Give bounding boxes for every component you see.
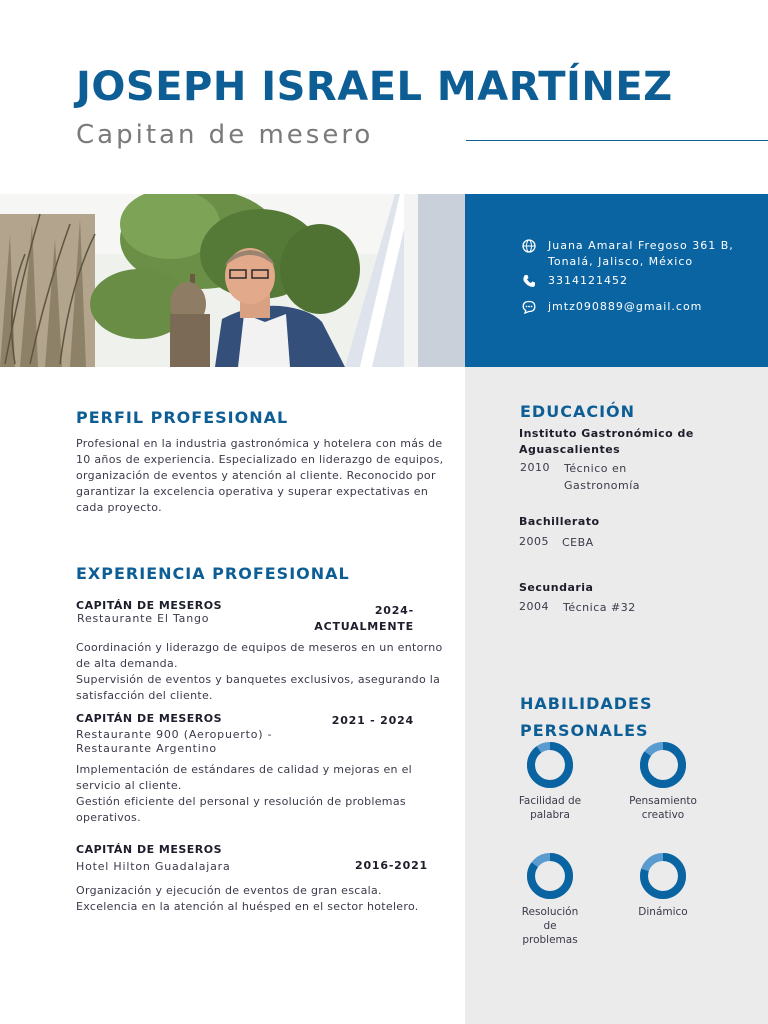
education-title: EDUCACIÓN — [520, 402, 636, 421]
education-degree: CEBA — [562, 536, 594, 549]
education-institution: Bachillerato — [519, 515, 600, 528]
skills-title: HABILIDADES PERSONALES — [520, 694, 653, 740]
profile-title: PERFIL PROFESIONAL — [76, 408, 289, 427]
education-year: 2005 — [519, 535, 549, 548]
job-company: Restaurante El Tango — [77, 612, 210, 625]
job-description-line: Implementación de estándares de calidad y mejoras en el servicio al cliente. — [76, 763, 413, 792]
phone-icon — [522, 274, 536, 288]
skill-ring — [525, 740, 575, 790]
job-date: 2024- ACTUALMENTE — [314, 604, 414, 633]
job-description-line: Coordinación y liderazgo de equipos de meseros en un entorno de alta demanda. — [76, 641, 443, 670]
contact-email-text[interactable]: jmtz090889@gmail.com — [548, 300, 703, 313]
job-description-line: Excelencia en la atención al huésped en el sector hotelero. — [76, 900, 419, 913]
profile-photo — [0, 194, 465, 367]
job-date: 2016-2021 — [355, 859, 428, 872]
job-description — [76, 762, 446, 826]
job-date: 2021 - 2024 — [331, 714, 414, 727]
job-description-line: Organización y ejecución de eventos de gran escala. — [76, 884, 382, 897]
globe-icon — [522, 239, 536, 253]
profile-text: Profesional en la industria gastronómica y hotelera con más de 10 años de experiencia. Especializado en liderazgo de equipos, organización de eventos y atención al cliente. Reconocido por garantizar la excelencia operativa y superar expectativas en cada proyecto. — [76, 437, 444, 514]
job-title: CAPITÁN DE MESEROS — [76, 843, 223, 856]
skill-ring — [638, 851, 688, 901]
job-description-line: Gestión eficiente del personal y resolución de problemas operativos. — [76, 795, 406, 824]
experience-title: EXPERIENCIA PROFESIONAL — [76, 564, 350, 583]
contact-address-text: Juana Amaral Fregoso 361 B, Tonalá, Jalisco, México — [548, 239, 734, 268]
skill-label: Dinámico — [638, 906, 688, 918]
skill-label: Facilidad de palabra — [518, 795, 582, 821]
skill-label: Resolución de problemas — [521, 906, 579, 946]
skill-item — [500, 851, 600, 947]
job-description — [76, 883, 446, 915]
skill-ring — [525, 851, 575, 901]
education-institution: Secundaria — [519, 581, 594, 594]
education-institution: Instituto Gastronómico de Aguascalientes — [519, 427, 694, 456]
candidate-role: Capitan de mesero — [76, 120, 374, 150]
skill-item — [613, 740, 713, 822]
job-title: CAPITÁN DE MESEROS — [76, 712, 223, 725]
skill-label: Pensamiento creativo — [629, 795, 697, 821]
contact-address — [522, 238, 748, 270]
contact-phone — [522, 273, 748, 289]
education-degree: Técnica #32 — [563, 601, 636, 614]
contact-email — [522, 299, 748, 315]
chat-icon — [522, 300, 536, 314]
skill-ring — [638, 740, 688, 790]
contact-phone-text[interactable]: 3314121452 — [548, 274, 628, 287]
job-description-line: Supervisión de eventos y banquetes exclusivos, asegurando la satisfacción del cliente. — [76, 673, 441, 702]
education-year: 2004 — [519, 600, 549, 613]
skill-item — [613, 851, 713, 919]
job-company: Hotel Hilton Guadalajara — [76, 860, 231, 873]
header-divider — [466, 140, 768, 141]
education-degree: Técnico en Gastronomía — [564, 462, 641, 492]
candidate-name: JOSEPH ISRAEL MARTÍNEZ — [76, 64, 673, 110]
education-year: 2010 — [520, 461, 550, 474]
job-description — [76, 640, 446, 704]
skill-item — [500, 740, 600, 822]
job-company: Restaurante 900 (Aeropuerto) - Restaurante Argentino — [76, 728, 273, 755]
job-title: CAPITÁN DE MESEROS — [76, 599, 223, 612]
